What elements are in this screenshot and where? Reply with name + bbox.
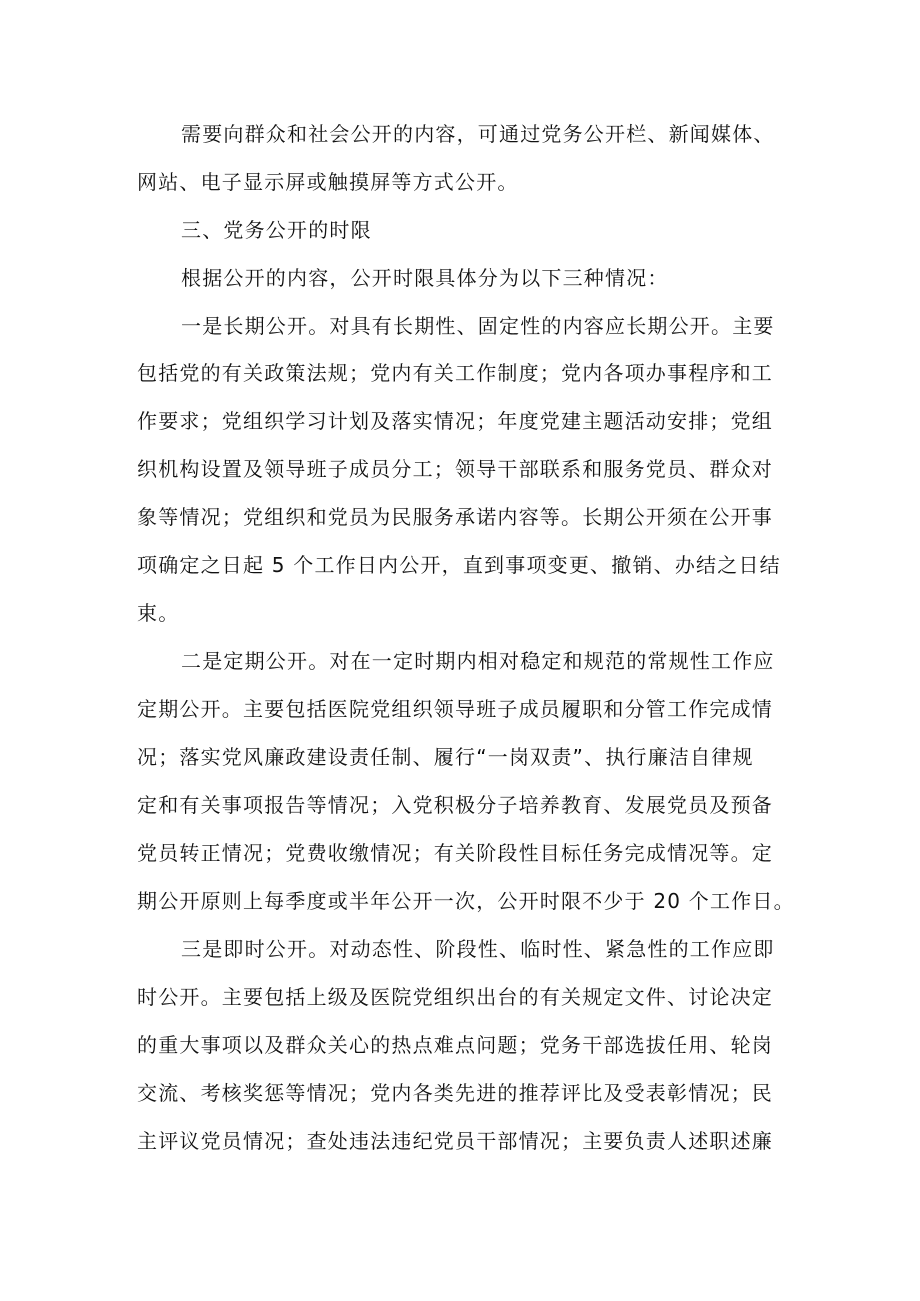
text-line: 根据公开的内容，公开时限具体分为以下三种情况： bbox=[181, 266, 669, 290]
text-line: 党员转正情况；党费收缴情况；有关阶段性目标任务完成情况等。定 bbox=[137, 841, 773, 865]
text-line: 织机构设置及领导班子成员分工；领导干部联系和服务党员、群众对 bbox=[137, 457, 773, 481]
text-line: 定期公开。主要包括医院党组织领导班子成员履职和分管工作完成情 bbox=[137, 697, 773, 721]
text-line: 交流、考核奖惩等情况；党内各类先进的推荐评比及受表彰情况；民 bbox=[137, 1081, 773, 1105]
text-line: 时公开。主要包括上级及医院党组织出台的有关规定文件、讨论决定 bbox=[137, 985, 773, 1009]
text-line: 作要求；党组织学习计划及落实情况；年度党建主题活动安排；党组 bbox=[137, 409, 773, 433]
text-line: 况；落实党风廉政建设责任制、履行“一岗双责”、执行廉洁自律规 bbox=[137, 745, 754, 769]
text-line: 象等情况；党组织和党员为民服务承诺内容等。长期公开须在公开事 bbox=[137, 505, 773, 529]
text-line: 三是即时公开。对动态性、阶段性、临时性、紧急性的工作应即 bbox=[181, 937, 775, 961]
text-line: 束。 bbox=[137, 601, 180, 625]
text-line: 二是定期公开。对在一定时期内相对稳定和规范的常规性工作应 bbox=[181, 649, 775, 673]
text-line: 项确定之日起 5 个工作日内公开，直到事项变更、撤销、办结之日结 bbox=[137, 553, 781, 577]
text-line: 期公开原则上每季度或半年公开一次，公开时限不少于 20 个工作日。 bbox=[137, 889, 795, 913]
text-line: 定和有关事项报告等情况；入党积极分子培养教育、发展党员及预备 bbox=[137, 793, 773, 817]
text-line: 需要向群众和社会公开的内容，可通过党务公开栏、新闻媒体、 bbox=[181, 122, 775, 146]
text-line: 主评议党员情况；查处违法违纪党员干部情况；主要负责人述职述廉 bbox=[137, 1129, 773, 1153]
text-line: 网站、电子显示屏或触摸屏等方式公开。 bbox=[137, 170, 519, 194]
text-line: 一是长期公开。对具有长期性、固定性的内容应长期公开。主要 bbox=[181, 314, 775, 338]
section-heading: 三、党务公开的时限 bbox=[181, 218, 372, 242]
text-line: 的重大事项以及群众关心的热点难点问题；党务干部选拔任用、轮岗 bbox=[137, 1033, 773, 1057]
text-line: 包括党的有关政策法规；党内有关工作制度；党内各项办事程序和工 bbox=[137, 361, 773, 385]
